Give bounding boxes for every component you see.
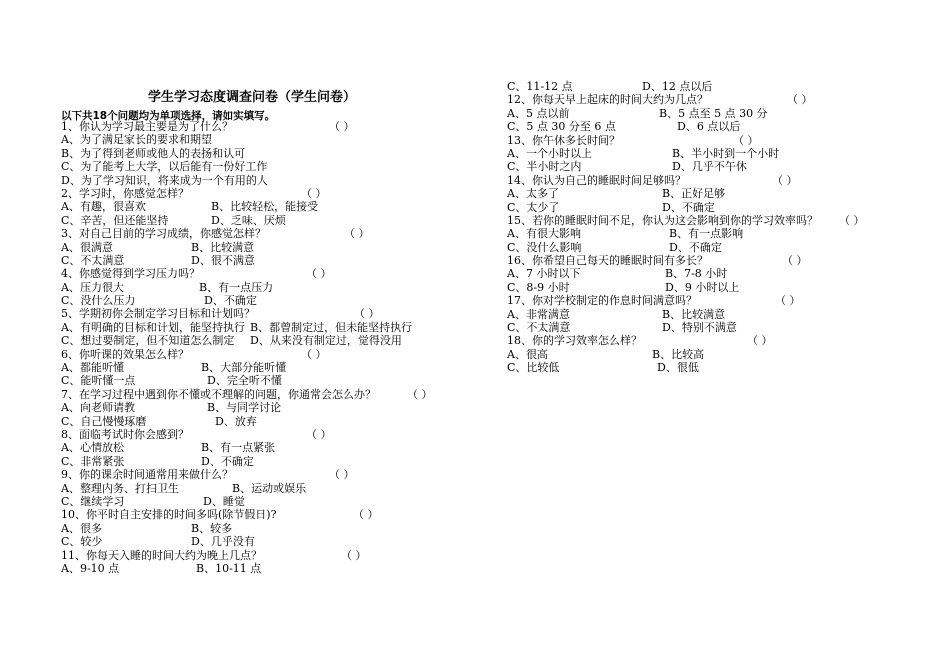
option-text: C、半小时之内 <box>507 160 582 174</box>
answer-blank[interactable]: （ ） <box>301 186 327 200</box>
option-line <box>61 254 491 267</box>
answer-blank[interactable]: （ ） <box>775 294 801 308</box>
left-column <box>61 120 491 575</box>
option-line <box>61 374 491 387</box>
option-text: B、比较满意 <box>191 240 255 254</box>
option-text: A、有很大影响 <box>507 227 581 241</box>
option-text: D、不确定 <box>201 454 254 468</box>
option-text: A、一个小时以上 <box>507 146 592 160</box>
option-text: B、5 点至 5 点 30 分 <box>659 106 768 120</box>
option-text: B、运动或娱乐 <box>232 481 307 495</box>
question-line <box>507 93 937 106</box>
option-text: B、比较高 <box>652 347 705 361</box>
option-line <box>507 201 937 214</box>
option-text: D、6 点以后 <box>677 120 741 134</box>
answer-blank[interactable]: （ ） <box>306 267 332 281</box>
option-text: B、比较满意 <box>662 307 726 321</box>
option-line <box>507 348 937 361</box>
right-column <box>507 80 937 375</box>
option-text: C、8-9 小时 <box>507 280 570 294</box>
option-line <box>61 441 491 454</box>
option-text: A、向老师请教 <box>61 401 135 415</box>
question-line <box>507 294 937 307</box>
option-text: D、几乎不午休 <box>672 160 747 174</box>
option-text: D、特别不满意 <box>662 321 737 335</box>
option-text: C、辛苦，但还能坚持 <box>61 213 169 227</box>
option-text: C、继续学习 <box>61 494 125 508</box>
option-text: D、乏味、厌烦 <box>211 213 286 227</box>
option-line <box>507 267 937 280</box>
question-line <box>61 549 491 562</box>
option-text: B、大部分能听懂 <box>201 361 287 375</box>
question-line <box>61 307 491 320</box>
option-line <box>507 227 937 240</box>
question-line <box>61 468 491 481</box>
option-text: A、9-10 点 <box>61 561 120 575</box>
question-text: 8、面临考试时你会感到？ <box>61 427 189 441</box>
answer-blank[interactable]: （ ） <box>353 508 379 522</box>
option-text: A、非常满意 <box>507 307 570 321</box>
option-line <box>61 401 491 414</box>
option-text: C、太少了 <box>507 200 560 214</box>
answer-blank[interactable]: （ ） <box>733 133 759 147</box>
option-text: C、为了能考上大学，以后能有一份好工作 <box>61 160 268 174</box>
option-text: B、有一点紧张 <box>201 441 276 455</box>
question-text: 15、若你的睡眠时间不足，你认为这会影响到你的学习效率吗？ <box>507 213 818 227</box>
option-text: D、9 小时以上 <box>665 280 740 294</box>
option-text: D、很不满意 <box>191 253 255 267</box>
option-text: A、有趣，很喜欢 <box>61 200 146 214</box>
option-line <box>61 562 491 575</box>
option-line <box>507 241 937 254</box>
answer-blank[interactable]: （ ） <box>306 427 332 441</box>
option-line <box>507 80 937 93</box>
option-line <box>61 334 491 347</box>
option-text: A、为了满足家长的要求和期望 <box>61 133 212 147</box>
option-text: B、7-8 小时 <box>665 267 728 281</box>
option-text: A、太多了 <box>507 187 559 201</box>
option-text: C、不太满意 <box>507 321 571 335</box>
option-text: A、5 点以前 <box>507 106 570 120</box>
option-line <box>507 281 937 294</box>
question-text: 16、你希望自己每天的睡眠时间有多长？ <box>507 254 708 268</box>
answer-blank[interactable]: （ ） <box>407 387 433 401</box>
question-text: 7、在学习过程中遇到你不懂或不理解的问题，你通常会怎么办？ <box>61 387 376 401</box>
option-text: C、5 点 30 分至 6 点 <box>507 120 616 134</box>
option-text: D、几乎没有 <box>191 535 255 549</box>
option-text: D、不确定 <box>204 294 257 308</box>
option-text: B、较多 <box>191 521 233 535</box>
option-text: C、非常紧张 <box>61 454 125 468</box>
option-text: C、能听懂一点 <box>61 374 136 388</box>
option-text: D、12 点以后 <box>642 80 713 93</box>
question-line <box>61 428 491 441</box>
option-text: A、整理内务、打扫卫生 <box>61 481 179 495</box>
option-text: C、没什么影响 <box>507 240 582 254</box>
answer-blank[interactable]: （ ） <box>329 468 355 482</box>
answer-blank[interactable]: （ ） <box>782 254 808 268</box>
option-line <box>61 147 491 160</box>
question-text: 10、你平时自主安排的时间多吗(除节假日)? <box>61 508 277 522</box>
question-line <box>507 134 937 147</box>
question-line <box>61 187 491 200</box>
option-line <box>507 147 937 160</box>
option-line <box>507 308 937 321</box>
question-line <box>507 214 937 227</box>
question-text: 11、你每天入睡的时间大约为晚上几点？ <box>61 548 262 562</box>
question-text: 17、你对学校制定的作息时间满意吗？ <box>507 294 697 308</box>
option-text: D、放弃 <box>215 414 257 428</box>
question-line <box>507 254 937 267</box>
answer-blank[interactable]: （ ） <box>344 227 370 241</box>
question-text: 4、你感觉得到学习压力吗？ <box>61 267 200 281</box>
option-text: A、有明确的目标和计划，能坚持执行 <box>61 320 245 334</box>
option-line <box>61 415 491 428</box>
question-text: 9、你的课余时间通常用来做什么？ <box>61 468 233 482</box>
option-line <box>61 174 491 187</box>
option-text: A、7 小时以下 <box>507 267 581 281</box>
question-text: 5、学期初你会制定学习目标和计划吗？ <box>61 307 255 321</box>
option-line <box>61 321 491 334</box>
option-line <box>61 241 491 254</box>
option-text: B、比较轻松，能接受 <box>211 200 319 214</box>
option-line <box>61 214 491 227</box>
option-line <box>507 120 937 133</box>
option-text: B、10-11 点 <box>196 561 262 575</box>
question-text: 14、你认为自己的睡眠时间足够吗？ <box>507 173 686 187</box>
answer-blank[interactable]: （ ） <box>787 93 813 107</box>
answer-blank[interactable]: （ ） <box>301 347 327 361</box>
option-text: D、不确定 <box>669 240 722 254</box>
question-line <box>61 267 491 280</box>
question-text: 3、对自己目前的学习成绩，你感觉怎样？ <box>61 227 266 241</box>
question-line <box>61 348 491 361</box>
option-text: D、睡觉 <box>203 494 245 508</box>
option-text: D、为了学习知识，将来成为一个有用的人 <box>61 173 268 187</box>
question-text: 6、你听课的效果怎么样？ <box>61 347 189 361</box>
document-title: 学生学习态度调查问卷（学生问卷） <box>148 90 357 105</box>
option-text: C、不太满意 <box>61 253 125 267</box>
question-line <box>61 388 491 401</box>
answer-blank[interactable]: （ ） <box>747 334 773 348</box>
option-text: A、很高 <box>507 347 548 361</box>
option-text: B、与同学讨论 <box>207 401 282 415</box>
answer-blank[interactable]: （ ） <box>772 173 798 187</box>
option-line <box>507 321 937 334</box>
option-line <box>61 522 491 535</box>
option-text: A、心情放松 <box>61 441 124 455</box>
option-text: C、自己慢慢琢磨 <box>61 414 147 428</box>
option-text: C、想过要制定，但不知道怎么制定 <box>61 334 235 348</box>
question-text: 13、你午休多长时间？ <box>507 133 620 147</box>
option-line <box>507 107 937 120</box>
question-text: 18、你的学习效率怎么样？ <box>507 334 642 348</box>
option-line <box>507 160 937 173</box>
option-line <box>507 361 937 374</box>
option-text: B、有一点压力 <box>199 280 274 294</box>
option-line <box>61 495 491 508</box>
question-line <box>61 508 491 521</box>
option-line <box>61 535 491 548</box>
option-text: C、没什么压力 <box>61 294 136 308</box>
option-line <box>61 160 491 173</box>
option-text: B、都曾制定过，但未能坚持执行 <box>250 320 413 334</box>
option-text: A、压力很大 <box>61 280 124 294</box>
option-text: D、完全听不懂 <box>207 374 282 388</box>
question-text: 1、你认为学习最主要是为了什么？ <box>61 120 233 133</box>
option-text: B、有一点影响 <box>669 227 744 241</box>
option-line <box>61 455 491 468</box>
option-text: C、11-12 点 <box>507 80 573 93</box>
option-text: C、较少 <box>61 535 103 549</box>
option-line <box>61 133 491 146</box>
option-line <box>61 281 491 294</box>
answer-blank[interactable]: （ ） <box>341 548 367 562</box>
option-text: B、半小时到一个小时 <box>672 146 780 160</box>
option-text: A、很多 <box>61 521 102 535</box>
option-line <box>61 294 491 307</box>
option-text: D、从来没有制定过，觉得没用 <box>250 334 402 348</box>
answer-blank[interactable]: （ ） <box>329 120 355 133</box>
option-line <box>507 187 937 200</box>
instructions: 以下共18个问题均为单项选择，请如实填写。 <box>61 110 276 122</box>
option-text: B、正好足够 <box>662 187 726 201</box>
question-line <box>507 174 937 187</box>
answer-blank[interactable]: （ ） <box>354 307 380 321</box>
question-line <box>61 120 491 133</box>
option-text: D、很低 <box>657 361 699 375</box>
question-line <box>507 334 937 347</box>
question-text: 2、学习时，你感觉怎样？ <box>61 186 189 200</box>
option-text: D、不确定 <box>662 200 715 214</box>
question-text: 12、你每天早上起床的时间大约为几点？ <box>507 93 708 107</box>
option-text: A、都能听懂 <box>61 361 124 375</box>
option-line <box>61 482 491 495</box>
option-text: A、很满意 <box>61 240 113 254</box>
option-text: C、比较低 <box>507 361 560 375</box>
option-line <box>61 361 491 374</box>
option-text: B、为了得到老师或他人的表扬和认可 <box>61 146 246 160</box>
question-line <box>61 227 491 240</box>
option-line <box>61 200 491 213</box>
answer-blank[interactable]: （ ） <box>839 213 865 227</box>
